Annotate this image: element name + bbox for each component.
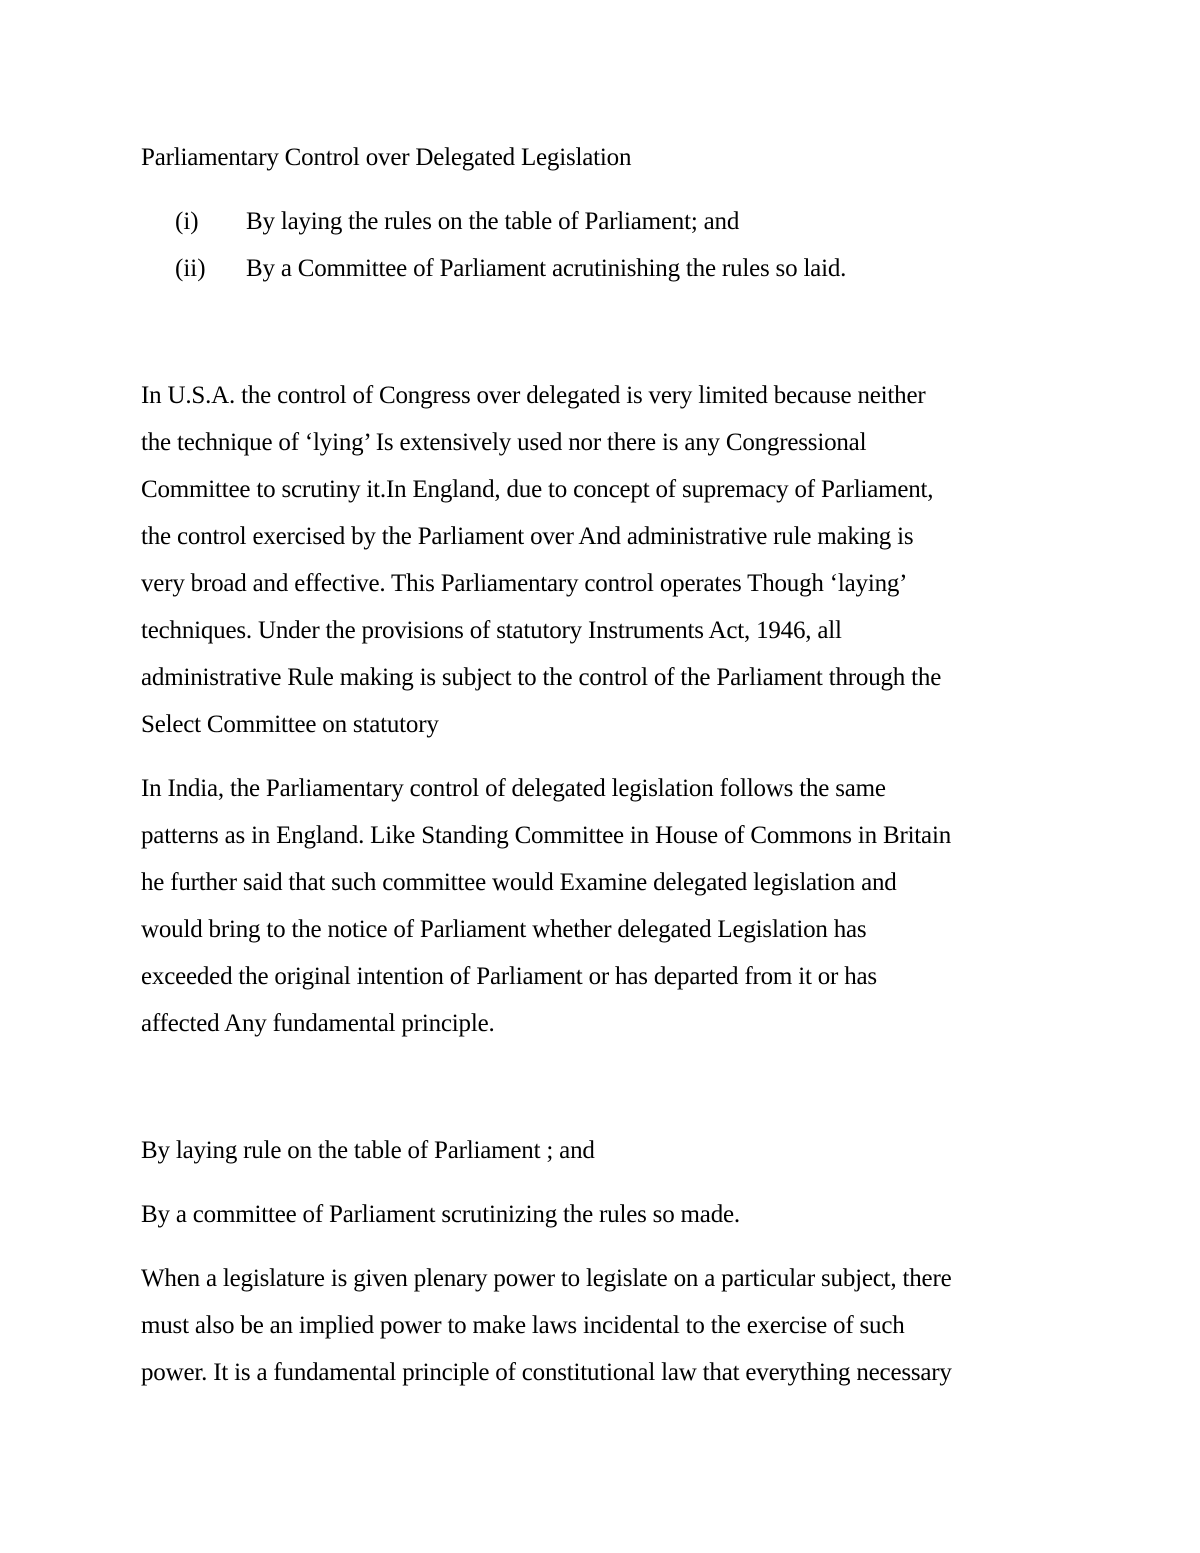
paragraph-line: patterns as in England. Like Standing Committee in House of Commons in Britain [141, 822, 951, 849]
paragraph-line: techniques. Under the provisions of statutory Instruments Act, 1946, all [141, 617, 842, 644]
paragraph-line: would bring to the notice of Parliament whether delegated Legislation has [141, 916, 867, 943]
paragraph-line: When a legislature is given plenary power to legislate on a particular subject, there [141, 1265, 952, 1292]
laying-line: By laying rule on the table of Parliament ; and [141, 1137, 595, 1164]
paragraph-line: exceeded the original intention of Parliament or has departed from it or has [141, 963, 877, 990]
paragraph-line: must also be an implied power to make laws incidental to the exercise of such [141, 1312, 905, 1339]
paragraph-line: very broad and effective. This Parliamentary control operates Though ‘laying’ [141, 570, 908, 597]
paragraph-line: he further said that such committee would Examine delegated legislation and [141, 869, 897, 896]
list-item-text: By laying the rules on the table of Parliament; and [246, 208, 740, 235]
committee-line: By a committee of Parliament scrutinizing the rules so made. [141, 1201, 740, 1228]
page-title: Parliamentary Control over Delegated Legislation [141, 144, 632, 171]
paragraph-line: Committee to scrutiny it.In England, due to concept of supremacy of Parliament, [141, 476, 934, 503]
paragraph-line: power. It is a fundamental principle of constitutional law that everything necessary [141, 1359, 952, 1386]
list-marker: (ii) [175, 255, 206, 282]
paragraph-line: affected Any fundamental principle. [141, 1010, 495, 1037]
list-item-text: By a Committee of Parliament acrutinishing the rules so laid. [246, 255, 847, 282]
paragraph-line: In U.S.A. the control of Congress over delegated is very limited because neither [141, 382, 926, 409]
paragraph-line: administrative Rule making is subject to the control of the Parliament through the [141, 664, 942, 691]
paragraph-line: the control exercised by the Parliament over And administrative rule making is [141, 523, 914, 550]
paragraph-line: Select Committee on statutory [141, 711, 439, 738]
paragraph-line: the technique of ‘lying’ Is extensively used nor there is any Congressional [141, 429, 867, 456]
list-marker: (i) [175, 208, 199, 235]
paragraph-line: In India, the Parliamentary control of delegated legislation follows the same [141, 775, 886, 802]
